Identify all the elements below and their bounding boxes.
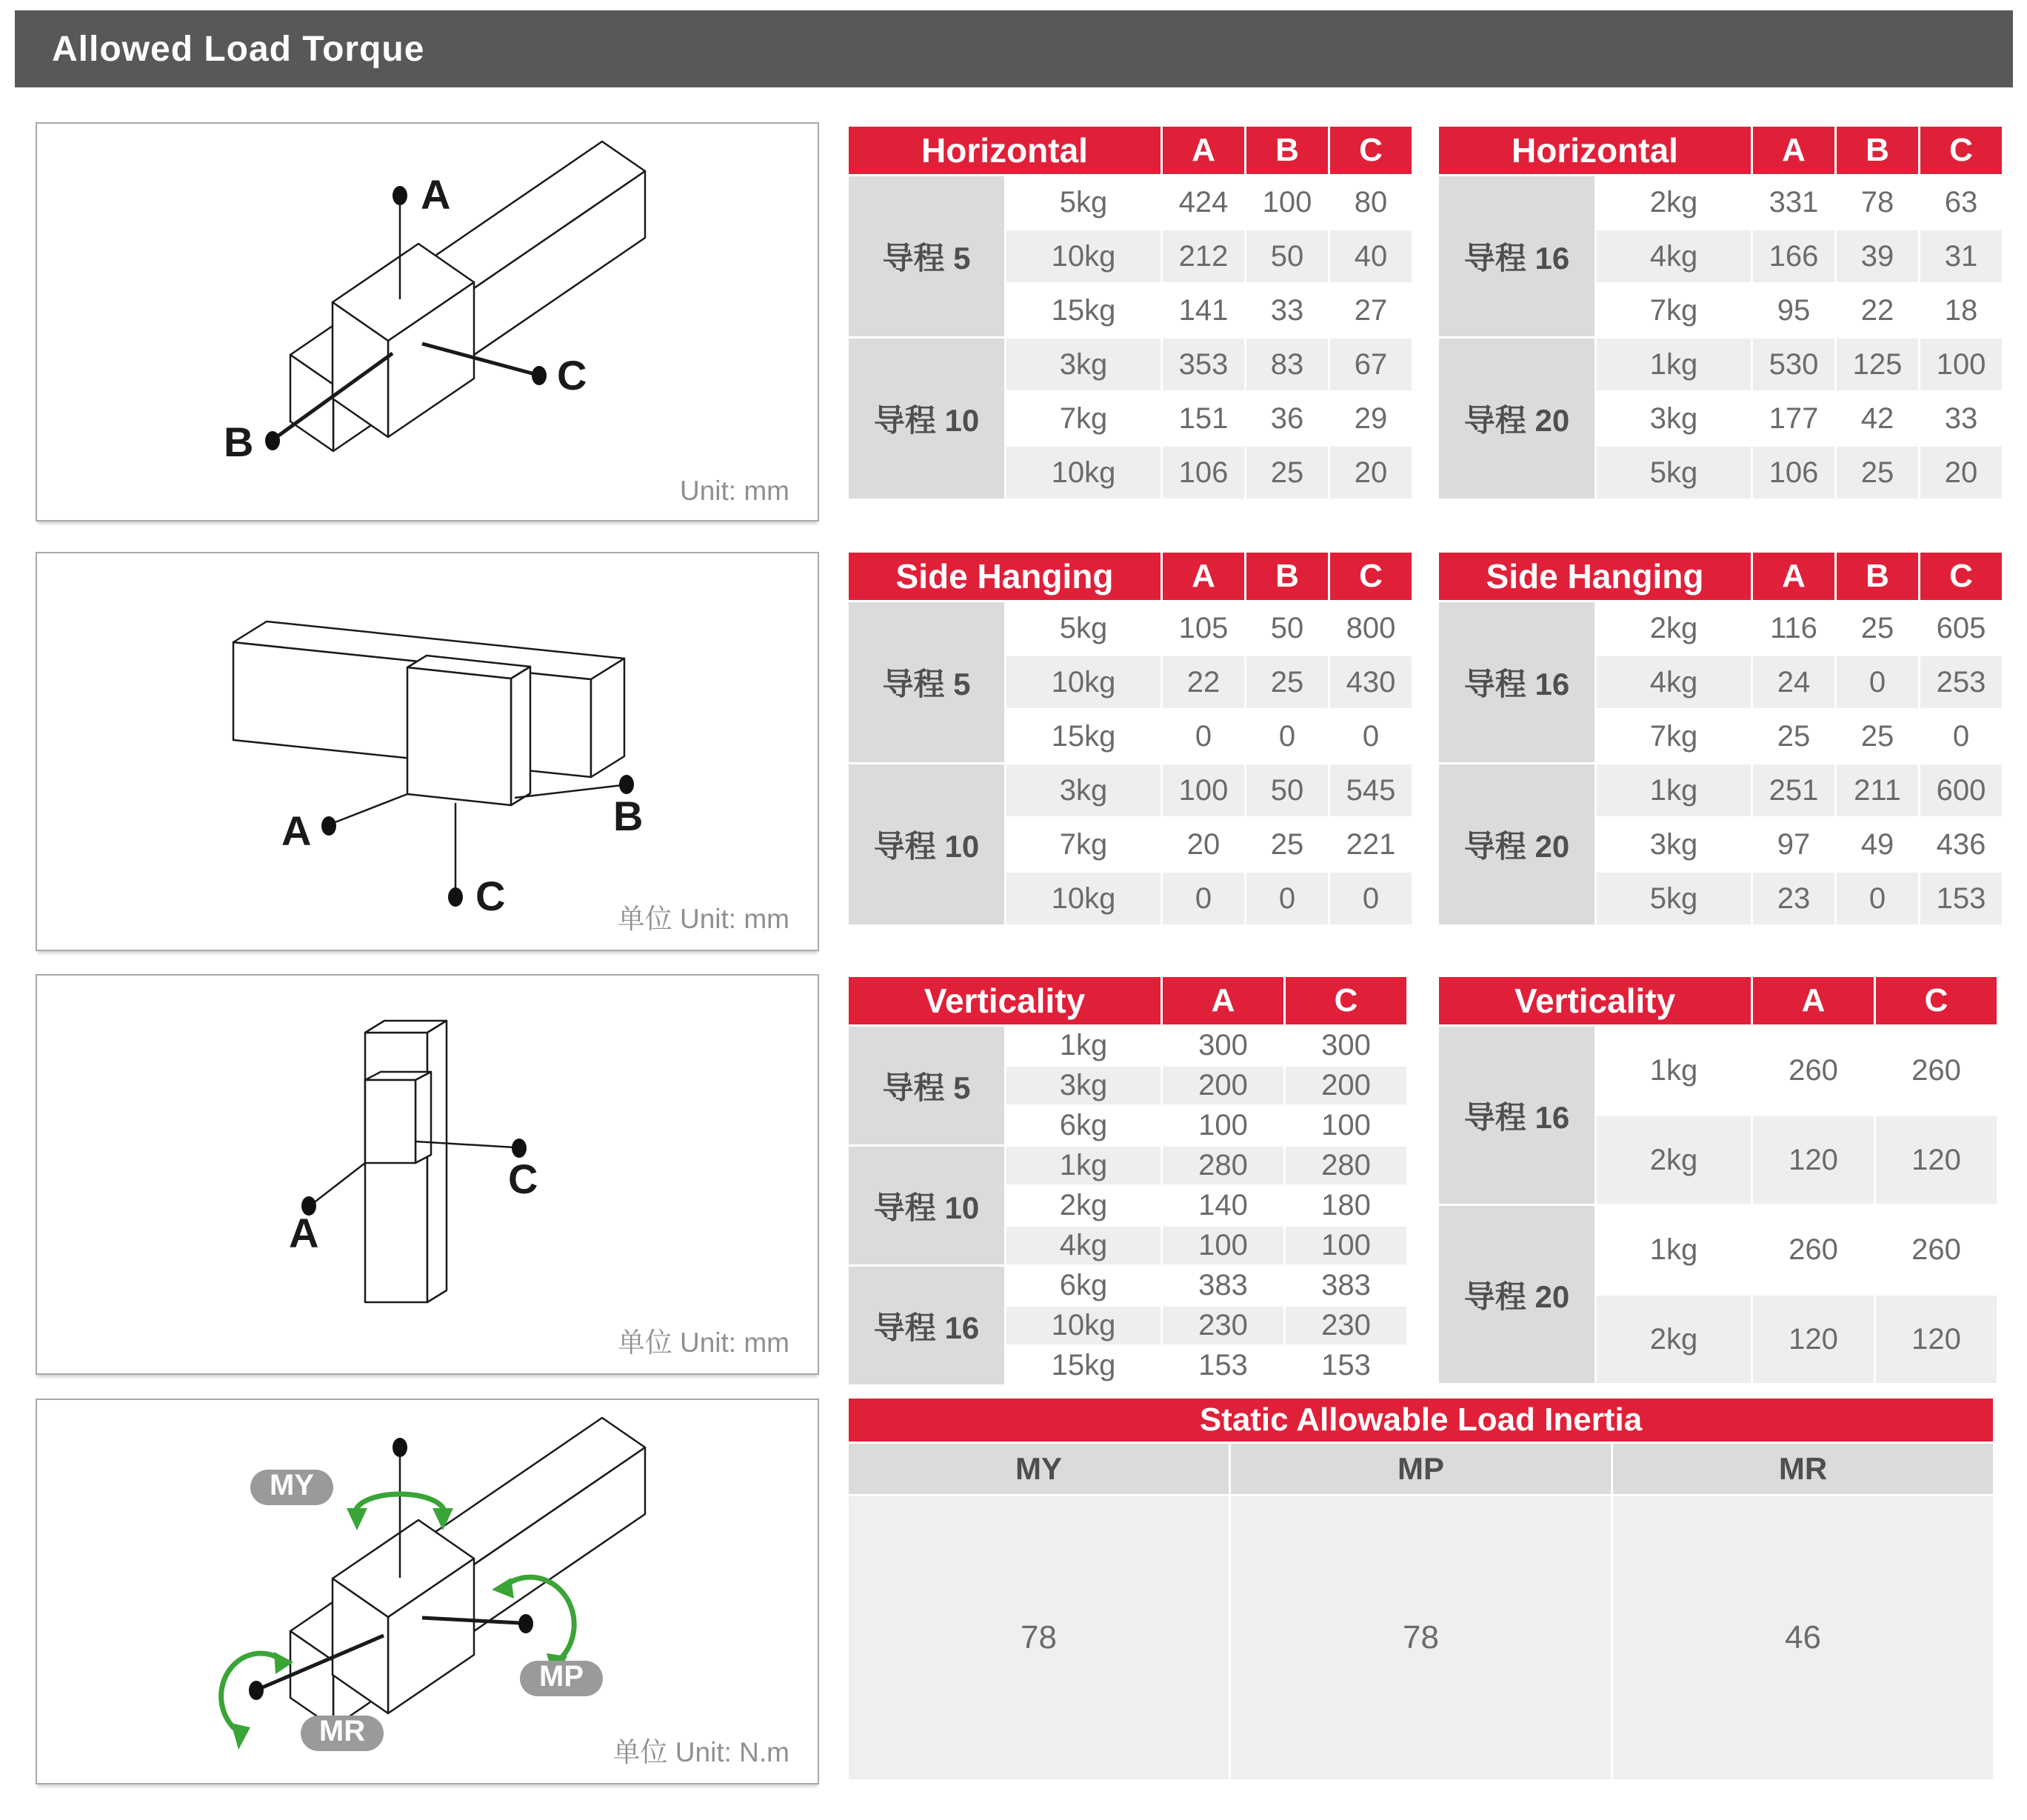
weight-cell: 15kg bbox=[1006, 710, 1161, 762]
value-cell: 251 bbox=[1753, 764, 1834, 816]
weight-cell: 1kg bbox=[1597, 1027, 1751, 1114]
unit-caption: 单位 Unit: mm bbox=[617, 904, 789, 934]
weight-cell: 2kg bbox=[1006, 1187, 1161, 1224]
value-cell: 331 bbox=[1753, 176, 1834, 228]
value-cell: 166 bbox=[1753, 230, 1834, 282]
table-row bbox=[1439, 339, 2002, 390]
load-table-verticality-left bbox=[846, 975, 1409, 1387]
value-cell: 0 bbox=[1163, 710, 1244, 762]
unit-caption: 单位 Unit: N.m bbox=[612, 1737, 789, 1767]
value-cell: 125 bbox=[1837, 339, 1918, 390]
weight-cell: 6kg bbox=[1006, 1107, 1161, 1144]
weight-cell: 5kg bbox=[1597, 873, 1751, 924]
table-title: Verticality bbox=[849, 977, 1161, 1024]
value-cell: 230 bbox=[1163, 1307, 1283, 1344]
inertia-value-mr: 46 bbox=[1613, 1496, 1993, 1779]
diagram-moment-mount bbox=[36, 1399, 819, 1784]
column-header-a: A bbox=[1753, 553, 1834, 600]
my-pill-label: MY bbox=[270, 1469, 314, 1501]
table-title: Horizontal bbox=[849, 127, 1161, 174]
value-cell: 95 bbox=[1753, 284, 1834, 336]
weight-cell: 10kg bbox=[1006, 656, 1161, 708]
inertia-col-my: MY bbox=[849, 1444, 1229, 1494]
side-hanging-drawing bbox=[37, 553, 818, 950]
value-cell: 0 bbox=[1330, 710, 1412, 762]
weight-cell: 15kg bbox=[1006, 284, 1161, 336]
value-cell: 97 bbox=[1753, 819, 1834, 870]
table-row bbox=[849, 764, 1412, 816]
column-header-a: A bbox=[1163, 553, 1244, 600]
table-row bbox=[1439, 602, 2002, 654]
value-cell: 63 bbox=[1920, 176, 2002, 228]
value-cell: 0 bbox=[1163, 873, 1244, 924]
load-table-verticality-right bbox=[1437, 975, 1999, 1385]
value-cell: 605 bbox=[1920, 602, 2002, 654]
weight-cell: 7kg bbox=[1006, 393, 1161, 444]
value-cell: 22 bbox=[1163, 656, 1244, 708]
value-cell: 105 bbox=[1163, 602, 1244, 654]
value-cell: 260 bbox=[1876, 1027, 1997, 1114]
mr-pill-label: MR bbox=[318, 1715, 366, 1747]
value-cell: 300 bbox=[1163, 1027, 1283, 1064]
value-cell: 25 bbox=[1837, 602, 1918, 654]
axis-label-b: B bbox=[224, 419, 254, 465]
value-cell: 100 bbox=[1286, 1227, 1406, 1264]
value-cell: 280 bbox=[1286, 1147, 1406, 1184]
value-cell: 83 bbox=[1246, 339, 1328, 390]
lead-cell: 导程 10 bbox=[849, 764, 1004, 924]
value-cell: 33 bbox=[1920, 393, 2002, 444]
value-cell: 36 bbox=[1246, 393, 1328, 444]
lead-cell: 导程 20 bbox=[1439, 1206, 1594, 1383]
value-cell: 177 bbox=[1753, 393, 1834, 444]
column-header-a: A bbox=[1753, 977, 1874, 1024]
column-header-b: B bbox=[1837, 553, 1918, 600]
value-cell: 153 bbox=[1920, 873, 2002, 924]
lead-cell: 导程 16 bbox=[1439, 1027, 1594, 1204]
table-row bbox=[1439, 764, 2002, 816]
value-cell: 280 bbox=[1163, 1147, 1283, 1184]
table-mount-horizontal-right bbox=[1437, 124, 2004, 501]
table-row bbox=[849, 1147, 1406, 1184]
table-title: Side Hanging bbox=[849, 553, 1161, 600]
weight-cell: 10kg bbox=[1006, 230, 1161, 282]
lead-cell: 导程 10 bbox=[849, 339, 1004, 499]
weight-cell: 10kg bbox=[1006, 447, 1161, 499]
lead-cell: 导程 16 bbox=[1439, 176, 1594, 336]
value-cell: 50 bbox=[1246, 230, 1328, 282]
table-mount-verticality-left bbox=[846, 975, 1409, 1387]
value-cell: 600 bbox=[1920, 764, 2002, 816]
diagram-horizontal-mount bbox=[36, 122, 819, 521]
value-cell: 430 bbox=[1330, 656, 1412, 708]
load-table-horizontal-right bbox=[1437, 124, 2004, 501]
value-cell: 300 bbox=[1286, 1027, 1406, 1064]
value-cell: 0 bbox=[1837, 873, 1918, 924]
column-header-c: C bbox=[1330, 127, 1412, 174]
page-header bbox=[15, 10, 2013, 87]
lead-cell: 导程 16 bbox=[1439, 602, 1594, 762]
value-cell: 212 bbox=[1163, 230, 1244, 282]
axis-label-c: C bbox=[557, 352, 587, 399]
value-cell: 42 bbox=[1837, 393, 1918, 444]
weight-cell: 5kg bbox=[1597, 447, 1751, 499]
value-cell: 39 bbox=[1837, 230, 1918, 282]
weight-cell: 3kg bbox=[1006, 1067, 1161, 1104]
axis-label-b: B bbox=[613, 793, 644, 839]
value-cell: 383 bbox=[1286, 1267, 1406, 1304]
lead-cell: 导程 16 bbox=[849, 1267, 1004, 1384]
value-cell: 29 bbox=[1330, 393, 1412, 444]
value-cell: 78 bbox=[1837, 176, 1918, 228]
value-cell: 23 bbox=[1753, 873, 1834, 924]
value-cell: 106 bbox=[1163, 447, 1244, 499]
value-cell: 120 bbox=[1753, 1296, 1874, 1383]
value-cell: 383 bbox=[1163, 1267, 1283, 1304]
column-header-c: C bbox=[1330, 553, 1412, 600]
value-cell: 100 bbox=[1286, 1107, 1406, 1144]
axis-label-a: A bbox=[289, 1210, 319, 1256]
weight-cell: 7kg bbox=[1597, 284, 1751, 336]
load-table-side-hanging-right bbox=[1437, 550, 2004, 927]
value-cell: 0 bbox=[1837, 656, 1918, 708]
table-mount-side-hanging-right bbox=[1437, 550, 2004, 927]
table-row bbox=[849, 1267, 1406, 1304]
column-header-b: B bbox=[1837, 127, 1918, 174]
table-mount-side-hanging-left bbox=[846, 550, 1414, 927]
value-cell: 31 bbox=[1920, 230, 2002, 282]
value-cell: 67 bbox=[1330, 339, 1412, 390]
table-row bbox=[849, 176, 1412, 228]
column-header-c: C bbox=[1876, 977, 1997, 1024]
diagram-side-hanging-mount bbox=[36, 552, 819, 951]
weight-cell: 4kg bbox=[1597, 656, 1751, 708]
axis-label-c: C bbox=[508, 1156, 538, 1202]
value-cell: 211 bbox=[1837, 764, 1918, 816]
value-cell: 140 bbox=[1163, 1187, 1283, 1224]
unit-caption: 单位 Unit: mm bbox=[617, 1327, 789, 1358]
value-cell: 200 bbox=[1286, 1067, 1406, 1104]
load-table-horizontal-left bbox=[846, 124, 1414, 501]
value-cell: 153 bbox=[1163, 1347, 1283, 1384]
weight-cell: 3kg bbox=[1597, 819, 1751, 870]
lead-cell: 导程 20 bbox=[1439, 339, 1594, 499]
weight-cell: 15kg bbox=[1006, 1347, 1161, 1384]
value-cell: 120 bbox=[1876, 1296, 1997, 1383]
axis-label-a: A bbox=[421, 171, 451, 218]
lead-cell: 导程 5 bbox=[849, 176, 1004, 336]
inertia-table-title: Static Allowable Load Inertia bbox=[849, 1399, 1993, 1441]
slider-block bbox=[407, 656, 530, 805]
weight-cell: 3kg bbox=[1597, 393, 1751, 444]
value-cell: 27 bbox=[1330, 284, 1412, 336]
value-cell: 49 bbox=[1837, 819, 1918, 870]
value-cell: 20 bbox=[1330, 447, 1412, 499]
value-cell: 22 bbox=[1837, 284, 1918, 336]
column-header-b: B bbox=[1246, 127, 1328, 174]
diagram-verticality-mount bbox=[36, 974, 819, 1375]
weight-cell: 1kg bbox=[1597, 339, 1751, 390]
weight-cell: 2kg bbox=[1597, 1296, 1751, 1383]
table-title: Side Hanging bbox=[1439, 553, 1751, 600]
value-cell: 141 bbox=[1163, 284, 1244, 336]
value-cell: 100 bbox=[1246, 176, 1328, 228]
value-cell: 260 bbox=[1753, 1027, 1874, 1114]
inertia-col-mr: MR bbox=[1613, 1444, 1993, 1494]
table-mount-verticality-right bbox=[1437, 975, 1999, 1385]
value-cell: 100 bbox=[1163, 764, 1244, 816]
table-row bbox=[1439, 176, 2002, 228]
value-cell: 260 bbox=[1876, 1206, 1997, 1293]
value-cell: 18 bbox=[1920, 284, 2002, 336]
value-cell: 40 bbox=[1330, 230, 1412, 282]
table-row bbox=[849, 602, 1412, 654]
value-cell: 100 bbox=[1163, 1227, 1283, 1264]
weight-cell: 4kg bbox=[1006, 1227, 1161, 1264]
weight-cell: 5kg bbox=[1006, 602, 1161, 654]
lead-cell: 导程 5 bbox=[849, 602, 1004, 762]
value-cell: 151 bbox=[1163, 393, 1244, 444]
value-cell: 100 bbox=[1920, 339, 2002, 390]
value-cell: 50 bbox=[1246, 602, 1328, 654]
table-row bbox=[849, 339, 1412, 390]
value-cell: 530 bbox=[1753, 339, 1834, 390]
value-cell: 106 bbox=[1753, 447, 1834, 499]
value-cell: 180 bbox=[1286, 1187, 1406, 1224]
value-cell: 24 bbox=[1753, 656, 1834, 708]
column-header-a: A bbox=[1163, 977, 1283, 1024]
axis-label-c: C bbox=[475, 873, 506, 919]
weight-cell: 7kg bbox=[1597, 710, 1751, 762]
weight-cell: 1kg bbox=[1006, 1027, 1161, 1064]
mp-pill-label: MP bbox=[539, 1660, 584, 1693]
horizontal-mount-drawing bbox=[37, 124, 818, 520]
value-cell: 25 bbox=[1246, 447, 1328, 499]
value-cell: 33 bbox=[1246, 284, 1328, 336]
value-cell: 25 bbox=[1246, 656, 1328, 708]
inertia-table-wrap bbox=[846, 1396, 1995, 1781]
value-cell: 80 bbox=[1330, 176, 1412, 228]
value-cell: 25 bbox=[1753, 710, 1834, 762]
weight-cell: 1kg bbox=[1597, 1206, 1751, 1293]
value-cell: 221 bbox=[1330, 819, 1412, 870]
value-cell: 0 bbox=[1920, 710, 2002, 762]
weight-cell: 2kg bbox=[1597, 176, 1751, 228]
table-row bbox=[1439, 1027, 1997, 1114]
weight-cell: 10kg bbox=[1006, 1307, 1161, 1344]
page-title: Allowed Load Torque bbox=[52, 29, 425, 69]
value-cell: 424 bbox=[1163, 176, 1244, 228]
table-mount-horizontal-left bbox=[846, 124, 1414, 501]
column-header-c: C bbox=[1286, 977, 1406, 1024]
table-row bbox=[849, 1027, 1406, 1064]
slider-block bbox=[333, 244, 474, 437]
weight-cell: 2kg bbox=[1597, 1116, 1751, 1204]
value-cell: 100 bbox=[1163, 1107, 1283, 1144]
lead-cell: 导程 10 bbox=[849, 1147, 1004, 1264]
value-cell: 50 bbox=[1246, 764, 1328, 816]
weight-cell: 1kg bbox=[1597, 764, 1751, 816]
value-cell: 25 bbox=[1837, 447, 1918, 499]
value-cell: 353 bbox=[1163, 339, 1244, 390]
weight-cell: 10kg bbox=[1006, 873, 1161, 924]
weight-cell: 1kg bbox=[1006, 1147, 1161, 1184]
weight-cell: 4kg bbox=[1597, 230, 1751, 282]
value-cell: 200 bbox=[1163, 1067, 1283, 1104]
column-header-b: B bbox=[1246, 553, 1328, 600]
table-title: Verticality bbox=[1439, 977, 1751, 1024]
value-cell: 25 bbox=[1246, 819, 1328, 870]
value-cell: 0 bbox=[1330, 873, 1412, 924]
column-header-c: C bbox=[1920, 553, 2002, 600]
value-cell: 230 bbox=[1286, 1307, 1406, 1344]
slider-block bbox=[365, 1072, 431, 1163]
column-header-a: A bbox=[1753, 127, 1834, 174]
weight-cell: 7kg bbox=[1006, 819, 1161, 870]
weight-cell: 3kg bbox=[1006, 764, 1161, 816]
column-header-c: C bbox=[1920, 127, 2002, 174]
weight-cell: 2kg bbox=[1597, 602, 1751, 654]
unit-caption: Unit: mm bbox=[680, 476, 789, 506]
lead-cell: 导程 5 bbox=[849, 1027, 1004, 1144]
slider-block bbox=[333, 1520, 474, 1713]
inertia-col-mp: MP bbox=[1231, 1444, 1611, 1494]
value-cell: 545 bbox=[1330, 764, 1412, 816]
inertia-table bbox=[846, 1396, 1995, 1781]
value-cell: 0 bbox=[1246, 710, 1328, 762]
value-cell: 20 bbox=[1163, 819, 1244, 870]
axis-label-a: A bbox=[281, 807, 312, 854]
value-cell: 253 bbox=[1920, 656, 2002, 708]
value-cell: 436 bbox=[1920, 819, 2002, 870]
weight-cell: 5kg bbox=[1006, 176, 1161, 228]
value-cell: 116 bbox=[1753, 602, 1834, 654]
lead-cell: 导程 20 bbox=[1439, 764, 1594, 924]
load-table-side-hanging-left bbox=[846, 550, 1414, 927]
weight-cell: 6kg bbox=[1006, 1267, 1161, 1304]
table-title: Horizontal bbox=[1439, 127, 1751, 174]
column-header-a: A bbox=[1163, 127, 1244, 174]
value-cell: 153 bbox=[1286, 1347, 1406, 1384]
inertia-value-my: 78 bbox=[849, 1496, 1229, 1779]
table-row bbox=[1439, 1206, 1997, 1293]
weight-cell: 3kg bbox=[1006, 339, 1161, 390]
value-cell: 25 bbox=[1837, 710, 1918, 762]
verticality-drawing bbox=[37, 976, 818, 1373]
value-cell: 20 bbox=[1920, 447, 2002, 499]
value-cell: 260 bbox=[1753, 1206, 1874, 1293]
value-cell: 800 bbox=[1330, 602, 1412, 654]
value-cell: 120 bbox=[1876, 1116, 1997, 1204]
inertia-value-mp: 78 bbox=[1231, 1496, 1611, 1779]
value-cell: 0 bbox=[1246, 873, 1328, 924]
moment-drawing bbox=[37, 1400, 818, 1783]
value-cell: 120 bbox=[1753, 1116, 1874, 1204]
